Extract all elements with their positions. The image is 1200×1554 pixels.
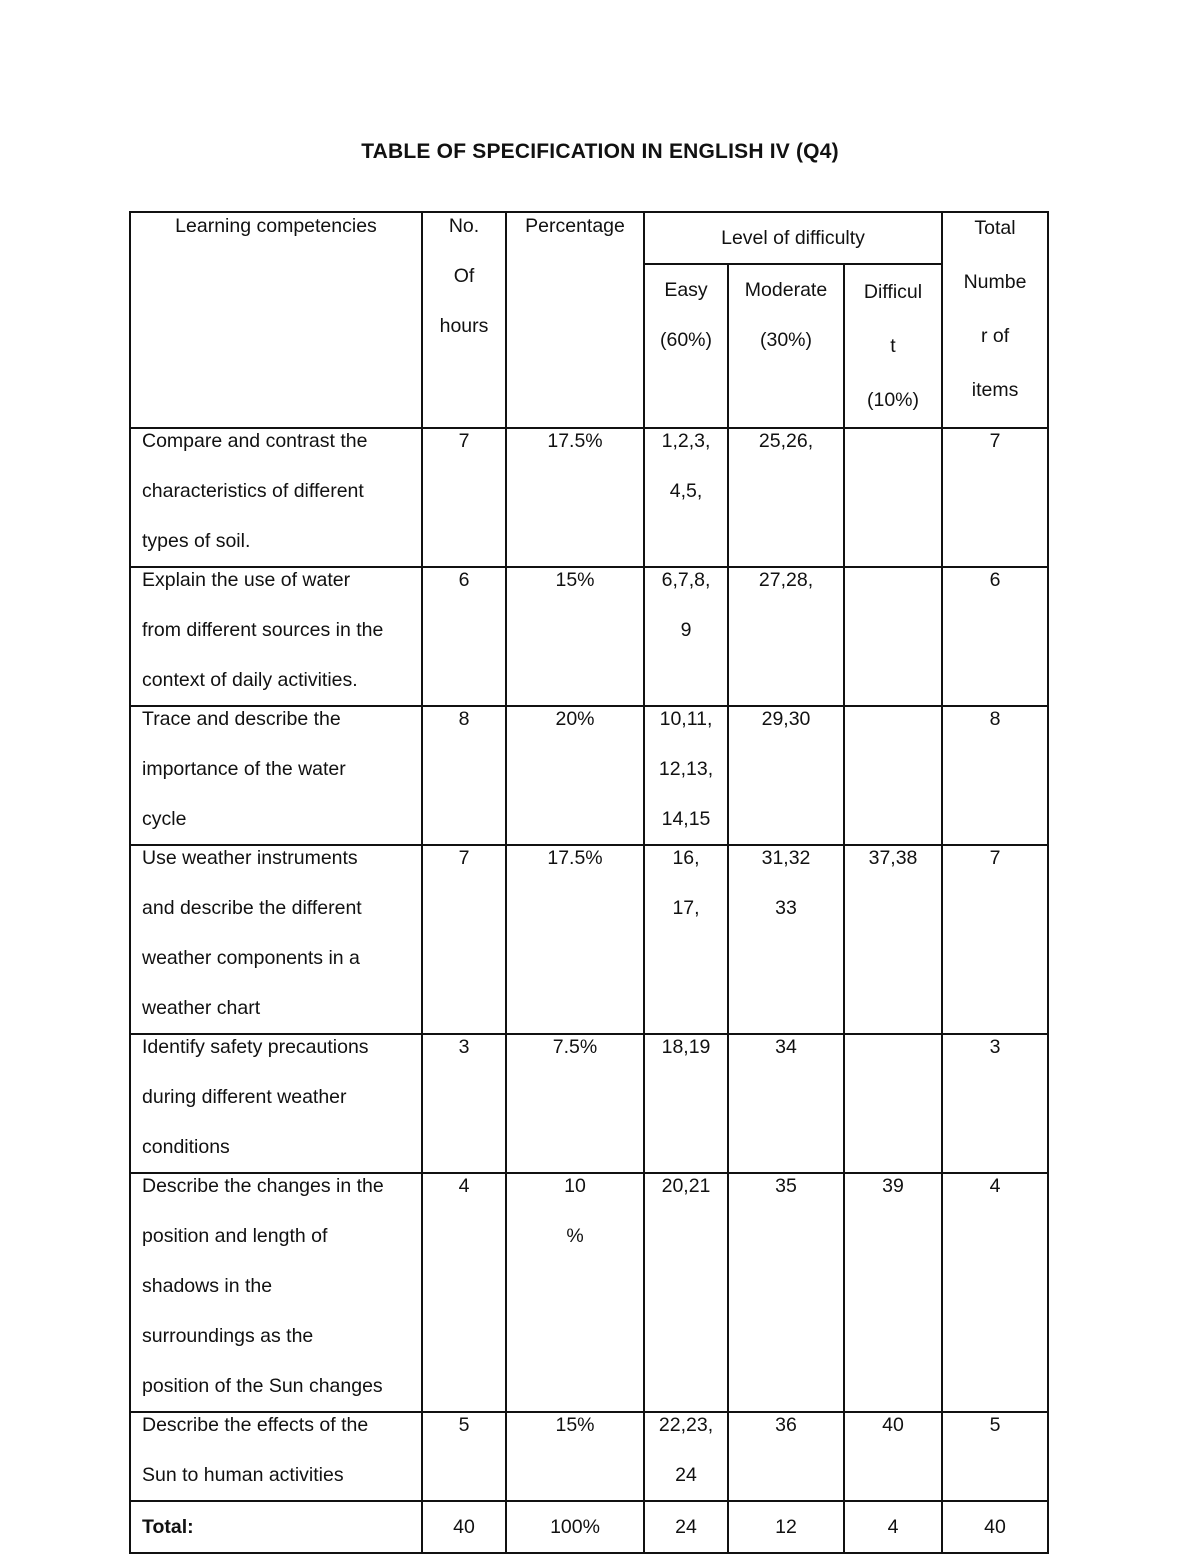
easy-items: 16, 17, (672, 847, 700, 919)
competency-text: Trace and describe the importance of the water cycle (142, 708, 346, 830)
total-label-cell (130, 1501, 422, 1553)
total-row (130, 1501, 1048, 1553)
header-total-label: Total Numbe r of items (963, 217, 1027, 401)
header-hours (422, 212, 506, 428)
difficult-cell (844, 567, 942, 706)
moderate-cell (728, 1173, 844, 1412)
competency-text: Explain the use of water from different sources in the context of daily activities. (142, 569, 384, 691)
header-total (942, 212, 1048, 428)
percentage-value: 15% (555, 569, 595, 591)
total-hours-value: 40 (453, 1516, 475, 1538)
total-value: 7 (989, 847, 1001, 869)
total-difficult-cell (844, 1501, 942, 1553)
competency-text: Identify safety precautions during different weather conditions (142, 1036, 369, 1158)
moderate-cell (728, 428, 844, 567)
total-hours-cell (422, 1501, 506, 1553)
competency-cell (130, 1173, 422, 1412)
header-easy (644, 264, 728, 428)
percentage-cell (506, 1412, 644, 1501)
percentage-value: 10 % (564, 1175, 586, 1247)
hours-value: 4 (458, 1175, 470, 1197)
header-level-label: Level of difficulty (721, 227, 865, 249)
percentage-cell (506, 567, 644, 706)
total-cell (942, 1412, 1048, 1501)
hours-cell (422, 1034, 506, 1173)
percentage-value: 17.5% (547, 430, 603, 452)
easy-items: 18,19 (661, 1036, 711, 1058)
percentage-cell (506, 706, 644, 845)
hours-cell (422, 567, 506, 706)
header-competencies-label: Learning competencies (175, 215, 377, 237)
easy-cell (644, 1412, 728, 1501)
competency-cell (130, 1034, 422, 1173)
easy-items: 10,11, 12,13, 14,15 (658, 708, 714, 830)
hours-cell (422, 428, 506, 567)
total-items-cell (942, 1501, 1048, 1553)
easy-cell (644, 845, 728, 1034)
table-row (130, 1412, 1048, 1501)
table-row (130, 845, 1048, 1034)
hours-value: 7 (458, 847, 470, 869)
header-level-of-difficulty (644, 212, 942, 264)
percentage-value: 15% (555, 1414, 595, 1436)
difficult-cell (844, 1173, 942, 1412)
moderate-items: 35 (775, 1175, 797, 1197)
hours-cell (422, 1412, 506, 1501)
total-value: 7 (989, 430, 1001, 452)
total-cell (942, 428, 1048, 567)
total-value: 6 (989, 569, 1001, 591)
total-value: 4 (989, 1175, 1001, 1197)
table-row (130, 567, 1048, 706)
moderate-cell (728, 1412, 844, 1501)
hours-value: 6 (458, 569, 470, 591)
difficult-items: 37,38 (868, 847, 918, 869)
competency-cell (130, 1412, 422, 1501)
competency-text: Use weather instruments and describe the different weather components in a weather chart (142, 847, 362, 1019)
easy-items: 20,21 (661, 1175, 711, 1197)
specification-table (129, 211, 1049, 1554)
percentage-cell (506, 1173, 644, 1412)
competency-text: Compare and contrast the characteristics of different types of soil. (142, 430, 368, 552)
total-cell (942, 706, 1048, 845)
moderate-items: 25,26, (758, 430, 814, 452)
percentage-value: 7.5% (552, 1036, 598, 1058)
header-percentage (506, 212, 644, 428)
table-row (130, 1173, 1048, 1412)
easy-items: 6,7,8, 9 (661, 569, 711, 641)
easy-cell (644, 567, 728, 706)
difficult-items: 39 (882, 1175, 904, 1197)
total-value: 8 (989, 708, 1001, 730)
total-items-value: 40 (984, 1516, 1006, 1538)
total-moderate-cell (728, 1501, 844, 1553)
header-percentage-label: Percentage (525, 215, 625, 237)
hours-cell (422, 706, 506, 845)
total-easy-cell (644, 1501, 728, 1553)
total-percentage-value: 100% (550, 1516, 600, 1538)
total-cell (942, 845, 1048, 1034)
moderate-cell (728, 567, 844, 706)
total-cell (942, 1034, 1048, 1173)
header-competencies (130, 212, 422, 428)
header-moderate-label: Moderate (30%) (744, 279, 828, 351)
easy-items: 22,23, 24 (658, 1414, 714, 1486)
moderate-cell (728, 1034, 844, 1173)
moderate-items: 27,28, (758, 569, 814, 591)
header-difficult-label: Difficul t (10%) (863, 281, 923, 411)
table-row (130, 1034, 1048, 1173)
percentage-value: 17.5% (547, 847, 603, 869)
percentage-value: 20% (555, 708, 595, 730)
table-row (130, 706, 1048, 845)
moderate-cell (728, 845, 844, 1034)
hours-cell (422, 845, 506, 1034)
moderate-items: 34 (775, 1036, 797, 1058)
competency-cell (130, 706, 422, 845)
header-row-1 (130, 212, 1048, 264)
total-moderate-value: 12 (775, 1516, 797, 1538)
easy-cell (644, 1173, 728, 1412)
moderate-cell (728, 706, 844, 845)
easy-cell (644, 428, 728, 567)
percentage-cell (506, 845, 644, 1034)
total-value: 5 (989, 1414, 1001, 1436)
hours-value: 3 (458, 1036, 470, 1058)
total-difficult-value: 4 (887, 1516, 899, 1538)
header-difficult (844, 264, 942, 428)
difficult-items: 40 (882, 1414, 904, 1436)
easy-items: 1,2,3, 4,5, (661, 430, 711, 502)
percentage-cell (506, 428, 644, 567)
easy-cell (644, 706, 728, 845)
competency-cell (130, 567, 422, 706)
difficult-cell (844, 706, 942, 845)
header-moderate (728, 264, 844, 428)
total-cell (942, 1173, 1048, 1412)
moderate-items: 31,32 33 (761, 847, 811, 919)
total-cell (942, 567, 1048, 706)
total-easy-value: 24 (675, 1516, 697, 1538)
competency-text: Describe the changes in the position and length of shadows in the surroundings as the position of the Sun changes (142, 1175, 384, 1397)
difficult-cell (844, 1412, 942, 1501)
hours-value: 7 (458, 430, 470, 452)
total-percentage-cell (506, 1501, 644, 1553)
difficult-cell (844, 845, 942, 1034)
difficult-cell (844, 1034, 942, 1173)
competency-text: Describe the effects of the Sun to human activities (142, 1414, 369, 1486)
document-title: TABLE OF SPECIFICATION IN ENGLISH IV (Q4) (361, 140, 839, 163)
hours-value: 5 (458, 1414, 470, 1436)
table-row (130, 428, 1048, 567)
header-easy-label: Easy (60%) (659, 279, 713, 351)
easy-cell (644, 1034, 728, 1173)
total-value: 3 (989, 1036, 1001, 1058)
hours-value: 8 (458, 708, 470, 730)
difficult-cell (844, 428, 942, 567)
total-label: Total: (142, 1516, 194, 1538)
header-hours-label: No. Of hours (439, 215, 489, 337)
percentage-cell (506, 1034, 644, 1173)
hours-cell (422, 1173, 506, 1412)
competency-cell (130, 428, 422, 567)
competency-cell (130, 845, 422, 1034)
moderate-items: 29,30 (761, 708, 811, 730)
moderate-items: 36 (775, 1414, 797, 1436)
